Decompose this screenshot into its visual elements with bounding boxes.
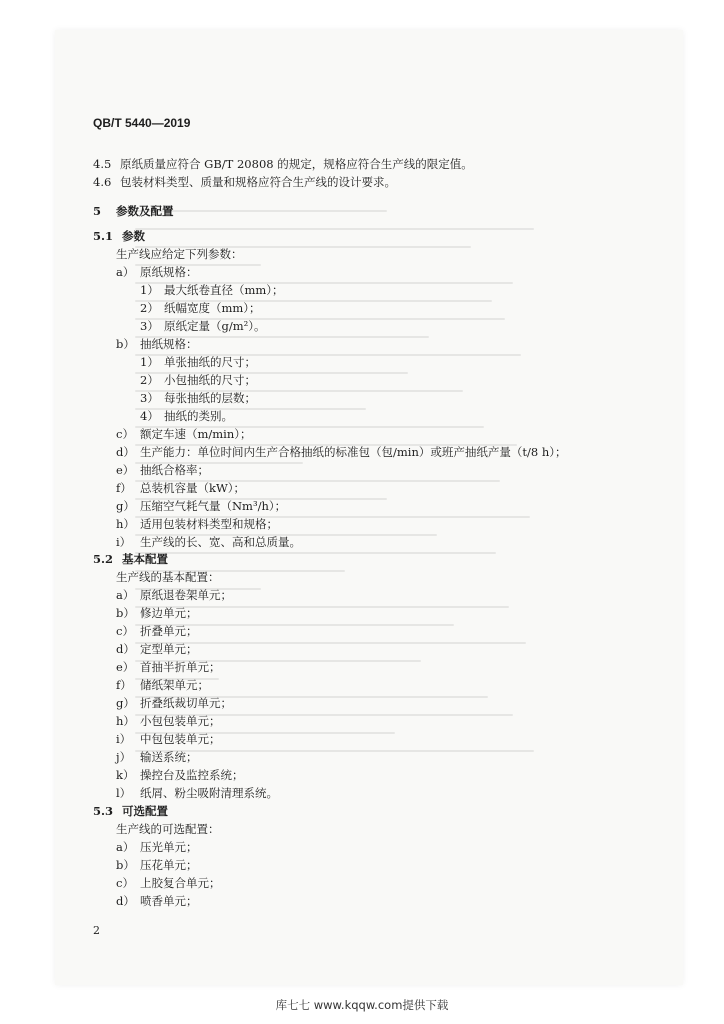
list-item: 3） 原纸定量（g/m²）。 [140,319,266,333]
list-item: d） 喷香单元； [116,894,198,908]
list-item: c） 折叠单元； [116,624,198,638]
list-item: l） 纸屑、粉尘吸附清理系统。 [116,786,278,800]
list-item: f） 总装机容量（kW）； [116,481,246,495]
list-item: f） 储纸架单元； [116,678,209,692]
list-item: a） 原纸规格： [116,265,198,279]
list-item: e） 首抽半折单元； [116,660,221,674]
clause-number: 4.6 [93,175,112,189]
section-5-2-heading: 5.2 基本配置 [93,552,168,566]
list-item: k） 操控台及监控系统； [116,768,244,782]
list-item: g） 折叠纸裁切单元； [116,696,232,710]
standard-number: QB/T 5440—2019 [93,116,191,130]
clause-4-6 [93,175,396,189]
list-item: 2） 纸幅宽度（mm）； [140,301,261,315]
list-item: 2） 小包抽纸的尺寸； [140,373,256,387]
download-footer: 库七七 www.kqqw.com提供下载 [275,998,449,1012]
list-item: b） 抽纸规格： [116,337,198,351]
clause-number: 4.5 [93,157,112,171]
list-item: 4） 抽纸的类别。 [140,409,233,423]
list-item: i） 生产线的长、宽、高和总质量。 [116,535,301,549]
list-item: g） 压缩空气耗气量（Nm³/h）； [116,499,287,513]
section-5-1-intro: 生产线应给定下列参数： [116,247,243,261]
section-5-2-intro: 生产线的基本配置： [116,570,220,584]
list-item: j） 输送系统； [116,750,198,764]
list-item: a） 原纸退卷架单元； [116,588,232,602]
section-5-3-heading: 5.3 可选配置 [93,804,168,818]
clause-text: 原纸质量应符合 GB/T 20808 的规定，规格应符合生产线的限定值。 [120,157,473,171]
list-item: 1） 最大纸卷直径（mm）； [140,283,284,297]
list-item: b） 压花单元； [116,858,198,872]
list-item: i） 中包包装单元； [116,732,221,746]
clause-text: 包装材料类型、质量和规格应符合生产线的设计要求。 [120,175,396,189]
list-item: d） 生产能力：单位时间内生产合格抽纸的标准包（包/min）或班产抽纸产量（t/8 h）； [116,445,567,459]
list-item: e） 抽纸合格率； [116,463,209,477]
clause-4-5 [93,157,473,171]
list-item: h） 小包包装单元； [116,714,221,728]
list-item: d） 定型单元； [116,642,198,656]
list-item: 1） 单张抽纸的尺寸； [140,355,256,369]
list-item: h） 适用包装材料类型和规格； [116,517,278,531]
page-number: 2 [93,924,100,937]
list-item: 3） 每张抽纸的层数； [140,391,256,405]
list-item: b） 修边单元； [116,606,198,620]
list-item: a） 压光单元； [116,840,198,854]
section-5-1-heading: 5.1 参数 [93,229,145,243]
section-5-3-intro: 生产线的可选配置： [116,822,220,836]
list-item: c） 额定车速（m/min）； [116,427,252,441]
list-item: c） 上胶复合单元； [116,876,221,890]
section-5-heading: 5 参数及配置 [93,204,174,218]
